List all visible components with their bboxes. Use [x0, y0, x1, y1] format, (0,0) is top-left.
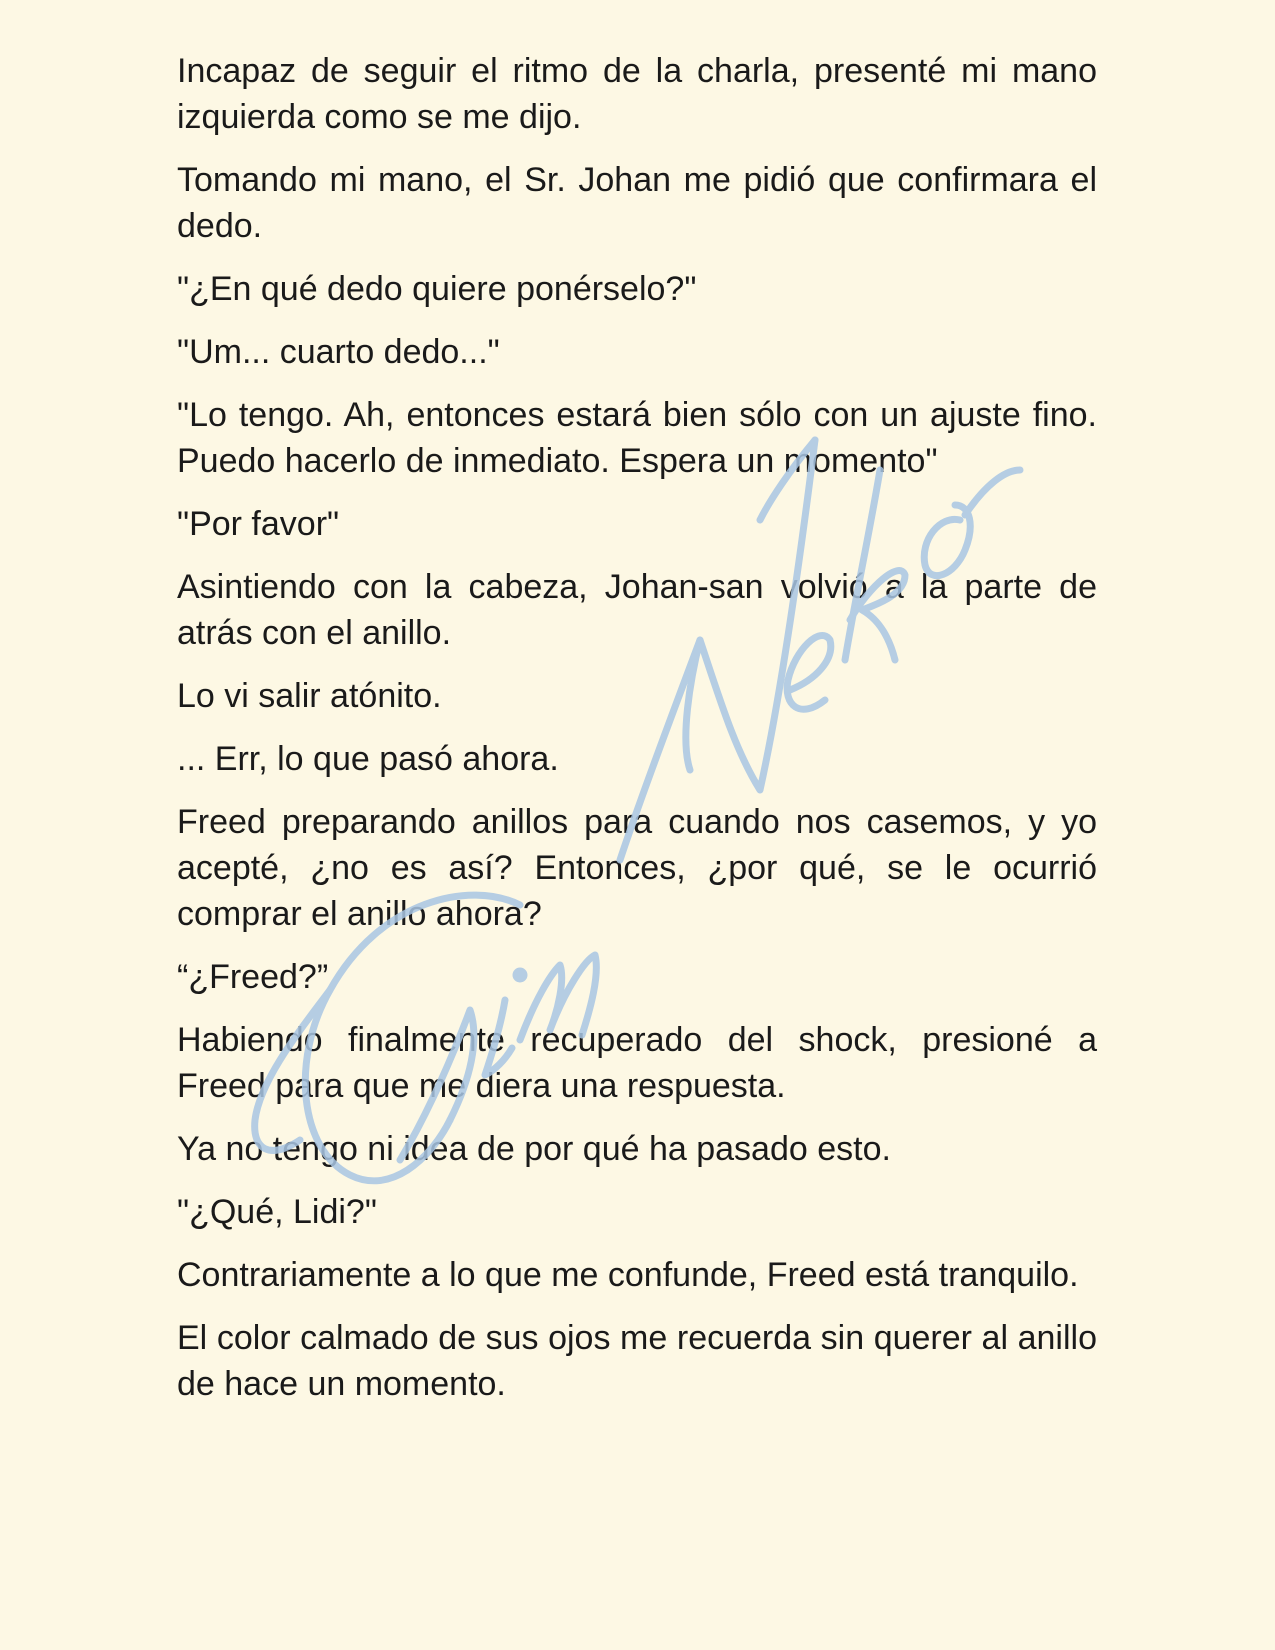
- paragraph: Incapaz de seguir el ritmo de la charla, presenté mi mano izquierda como se me dijo.: [177, 52, 1097, 136]
- paragraph: Asintiendo con la cabeza, Johan-san volvió a la parte de atrás con el anillo.: [177, 568, 1097, 652]
- paragraph: Contrariamente a lo que me confunde, Freed está tranquilo.: [177, 1256, 1079, 1294]
- paragraph: “¿Freed?”: [177, 958, 329, 996]
- paragraph: "¿En qué dedo quiere ponérselo?": [177, 270, 697, 308]
- paragraph: "Um... cuarto dedo...": [177, 333, 500, 371]
- paragraph: Lo vi salir atónito.: [177, 677, 442, 715]
- paragraph: El color calmado de sus ojos me recuerda sin querer al anillo de hace un momento.: [177, 1319, 1097, 1403]
- document-page: [177, 48, 1097, 1424]
- paragraph: "Lo tengo. Ah, entonces estará bien sólo con un ajuste fino. Puedo hacerlo de inmediato. Espera un momento": [177, 396, 1097, 480]
- paragraph: Habiendo finalmente recuperado del shock, presioné a Freed para que me diera una respuesta.: [177, 1021, 1097, 1105]
- paragraph: Tomando mi mano, el Sr. Johan me pidió que confirmara el dedo.: [177, 161, 1097, 245]
- paragraph: Freed preparando anillos para cuando nos casemos, y yo acepté, ¿no es así? Entonces, ¿por qué, se le ocurrió comprar el anillo ahora?: [177, 803, 1097, 933]
- paragraph: Ya no tengo ni idea de por qué ha pasado esto.: [177, 1130, 891, 1168]
- paragraph: "Por favor": [177, 505, 340, 543]
- paragraph: ... Err, lo que pasó ahora.: [177, 740, 559, 778]
- paragraph: "¿Qué, Lidi?": [177, 1193, 377, 1231]
